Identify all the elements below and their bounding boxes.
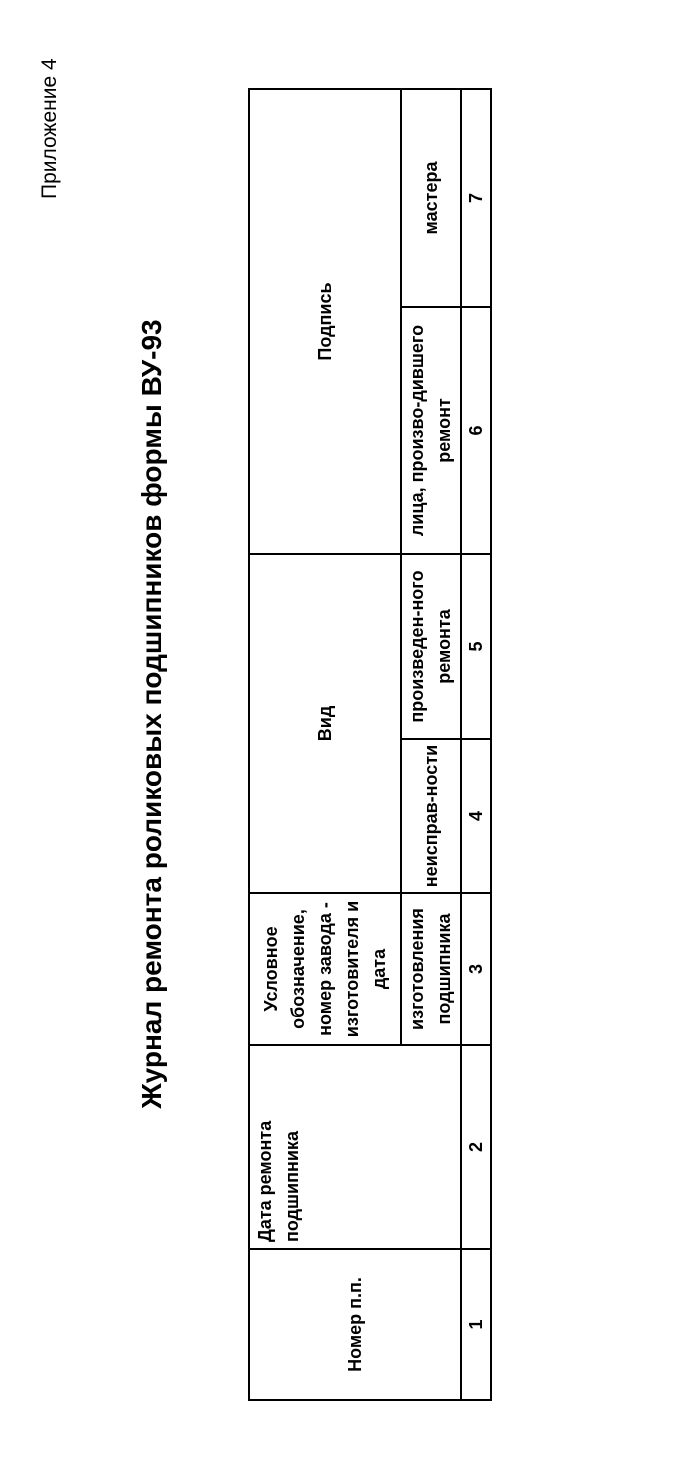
header-master-signature: мастера [401, 89, 461, 307]
header-fault: неисправ-ности [401, 739, 461, 893]
column-number: 6 [461, 307, 491, 554]
header-number: Номер п.п. [249, 1249, 461, 1400]
column-number: 4 [461, 739, 491, 893]
header-group-signature: Подпись [249, 89, 401, 554]
column-number: 5 [461, 554, 491, 739]
column-number: 1 [461, 1249, 491, 1400]
column-number: 2 [461, 1045, 491, 1249]
column-number: 7 [461, 89, 491, 307]
appendix-label: Приложение 4 [38, 58, 61, 199]
header-repair-done: произведен-ного ремонта [401, 554, 461, 739]
repair-log-table [248, 88, 492, 1401]
header-repair-date: Дата ремонта подшипника [249, 1045, 461, 1249]
header-repairer-signature: лица, произво-дившего ремонт [401, 307, 461, 554]
column-number-row [461, 89, 491, 1400]
header-designation: Условное обозначение, номер завода - изготовителя и дата [249, 893, 401, 1045]
page-title: Журнал ремонта роликовых подшипников формы ВУ-93 [136, 319, 167, 1109]
header-row-1 [249, 89, 401, 1400]
column-number: 3 [461, 893, 491, 1045]
header-group-vid: Вид [249, 554, 401, 893]
header-manufacture: изготовления подшипника [401, 893, 461, 1045]
